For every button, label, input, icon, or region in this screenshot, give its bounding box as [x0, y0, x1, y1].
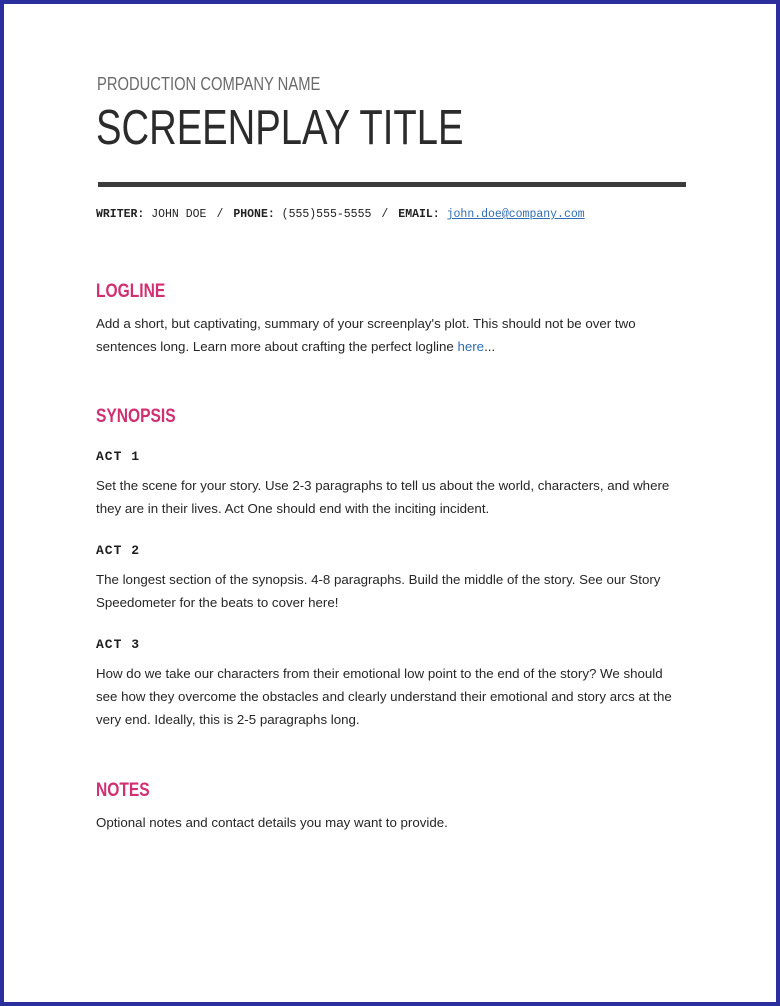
- email-label: EMAIL:: [398, 208, 440, 221]
- act-2-text: The longest section of the synopsis. 4-8 paragraphs. Build the middle of the story. See our Story Speedometer for the beats to cover here!: [96, 572, 661, 610]
- act-3-label: ACT 3: [96, 637, 141, 652]
- act-2-label: ACT 2: [96, 543, 141, 558]
- phone-label: PHONE:: [233, 208, 275, 221]
- logline-body: Add a short, but captivating, summary of your screenplay's plot. This should not be over two sentences long. Learn more about crafting the perfect logline: [96, 316, 636, 354]
- logline-suffix: ...: [484, 339, 496, 354]
- contact-separator: /: [216, 208, 224, 221]
- synopsis-heading: SYNOPSIS: [96, 406, 176, 427]
- phone-value: (555)555-5555: [281, 208, 372, 221]
- notes-heading: NOTES: [96, 780, 150, 801]
- contact-separator: /: [381, 208, 389, 221]
- screenplay-title: SCREENPLAY TITLE: [96, 101, 464, 155]
- writer-value: JOHN DOE: [151, 208, 207, 221]
- act-1-text: Set the scene for your story. Use 2-3 paragraphs to tell us about the world, characters, and where they are in their lives. Act One should end with the inciting incident.: [96, 478, 670, 516]
- title-divider: [98, 182, 686, 187]
- logline-heading: LOGLINE: [96, 281, 166, 302]
- act-1-label: ACT 1: [96, 449, 141, 464]
- writer-label: WRITER:: [96, 208, 145, 221]
- email-link[interactable]: john.doe@company.com: [446, 208, 585, 221]
- company-name: PRODUCTION COMPANY NAME: [97, 74, 321, 94]
- notes-text: Optional notes and contact details you may want to provide.: [96, 815, 448, 830]
- contact-line: [96, 208, 585, 221]
- logline-here-link[interactable]: here: [457, 339, 485, 354]
- act-3-text: How do we take our characters from their emotional low point to the end of the story? We should see how they overcome the obstacles and clearly understand their emotional and story arcs at the very end. Ideally, this is 2-5 paragraphs long.: [96, 666, 672, 727]
- logline-text: [96, 312, 686, 358]
